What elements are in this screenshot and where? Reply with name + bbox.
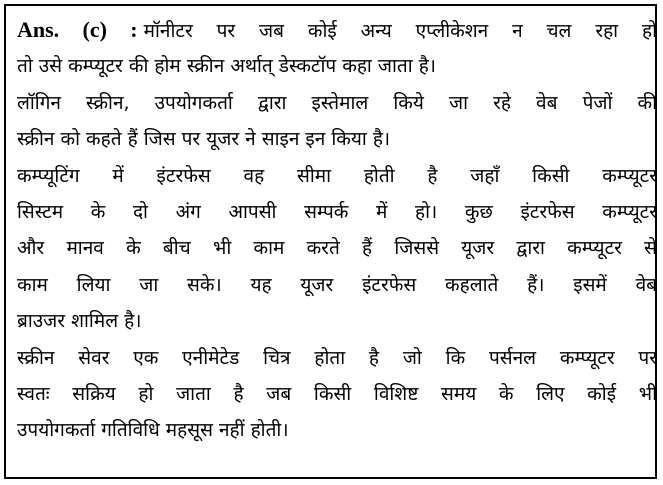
answer-line-7: और मानव के बीच भी काम करते हैं जिससे यूजर द्वारा कम्प्यूटर से xyxy=(17,237,657,260)
answer-line-4: स्क्रीन को कहते हैं जिस पर यूजर ने साइन इन किया है। xyxy=(17,128,391,151)
answer-line-8: काम लिया जा सके। यह यूजर इंटरफेस कहलाते हैं। इसमें वेब xyxy=(17,273,657,296)
answer-box xyxy=(4,4,657,479)
answer-line-11: स्वतः सक्रिय हो जाता है जब किसी विशिष्ट समय के लिए कोई भी xyxy=(17,382,657,405)
answer-line-12: उपयोगकर्ता गतिविधि महसूस नहीं होती। xyxy=(17,419,289,442)
answer-line-10: स्क्रीन सेवर एक एनीमेटेड चित्र होता है जो कि पर्सनल कम्प्यूटर पर xyxy=(17,346,657,369)
answer-line-6: सिस्टम के दो अंग आपसी सम्पर्क में हो। कुछ इंटरफेस कम्प्यूटर xyxy=(17,200,657,223)
answer-line-9: ब्राउजर शामिल है। xyxy=(17,310,142,333)
answer-line-3: लॉगिन स्क्रीन, उपयोगकर्ता द्वारा इस्तेमाल किये जा रहे वेब पेजों की xyxy=(17,91,657,114)
answer-line-2: तो उसे कम्प्यूटर की होम स्क्रीन अर्थात् डेस्कटॉप कहा जाता है। xyxy=(17,55,436,78)
answer-line-1-text: मॉनीटर पर जब कोई अन्य एप्लीकेशन न चल रहा हो xyxy=(143,20,657,42)
answer-line-5: कम्प्यूटिंग में इंटरफेस वह सीमा होती है जहाँ किसी कम्प्यूटर xyxy=(17,164,657,187)
answer-line-1 xyxy=(17,12,657,48)
answer-text xyxy=(17,12,657,449)
answer-label: Ans. (c) : xyxy=(17,17,138,42)
